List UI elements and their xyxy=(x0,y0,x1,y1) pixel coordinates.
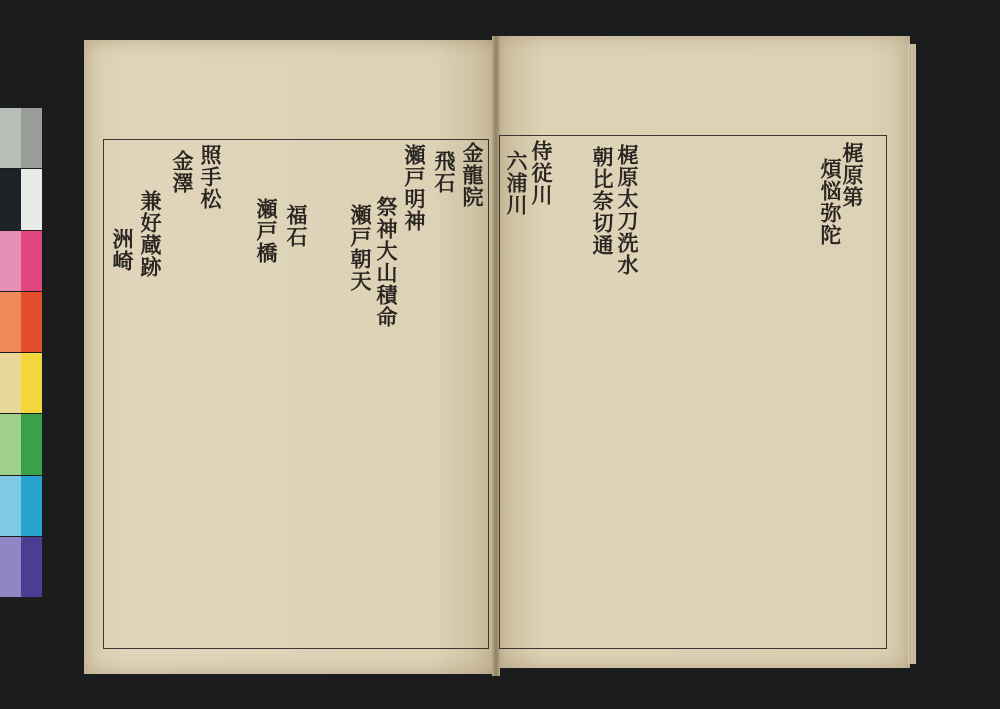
heading-fukuishi: 福石 xyxy=(284,204,309,248)
heading-bonno-mida: 煩悩弥陀 xyxy=(818,158,843,246)
color-swatch xyxy=(21,476,42,536)
color-swatch xyxy=(0,169,21,229)
color-swatch xyxy=(21,537,42,597)
heading-kajiwara-dai: 梶原第 xyxy=(840,142,865,208)
color-swatch xyxy=(21,414,42,474)
heading-mutsura-gawa: 六浦川 xyxy=(504,150,529,216)
heading-kajiwara-tachiarai-mizu: 梶原太刀洗水 xyxy=(615,144,640,276)
color-swatch xyxy=(0,353,21,413)
bleed-through-text xyxy=(740,320,757,488)
color-swatch xyxy=(0,476,21,536)
heading-seto-bashi: 瀬戸橋 xyxy=(254,198,279,264)
heading-saijin-oyamazumi: 祭神大山積命 xyxy=(374,196,399,328)
heading-kenko-kurato: 兼好蔵跡 xyxy=(138,190,163,278)
color-swatch xyxy=(0,292,21,352)
heading-seto-choten: 瀬戸朝天 xyxy=(348,204,373,292)
color-swatch xyxy=(21,353,42,413)
heading-kanazawa: 金澤 xyxy=(170,150,195,194)
color-swatch xyxy=(0,537,21,597)
color-swatch xyxy=(21,108,42,168)
color-swatch xyxy=(21,169,42,229)
heading-jiju-gawa: 侍従川 xyxy=(529,140,554,206)
heading-tobiishi: 飛石 xyxy=(432,150,457,194)
color-swatch xyxy=(21,231,42,291)
heading-kinryuin: 金龍院 xyxy=(460,142,485,208)
color-swatch xyxy=(0,108,21,168)
color-swatch xyxy=(0,414,21,474)
heading-terute-matsu: 照手松 xyxy=(198,144,223,210)
color-calibration-strip xyxy=(0,108,42,598)
heading-asahina-kiridoshi: 朝比奈切通 xyxy=(590,146,615,256)
color-swatch xyxy=(21,292,42,352)
heading-suzaki: 洲崎 xyxy=(110,228,135,272)
heading-seto-myojin: 瀬戸明神 xyxy=(402,144,427,232)
page-edges xyxy=(908,44,916,664)
color-swatch xyxy=(0,231,21,291)
